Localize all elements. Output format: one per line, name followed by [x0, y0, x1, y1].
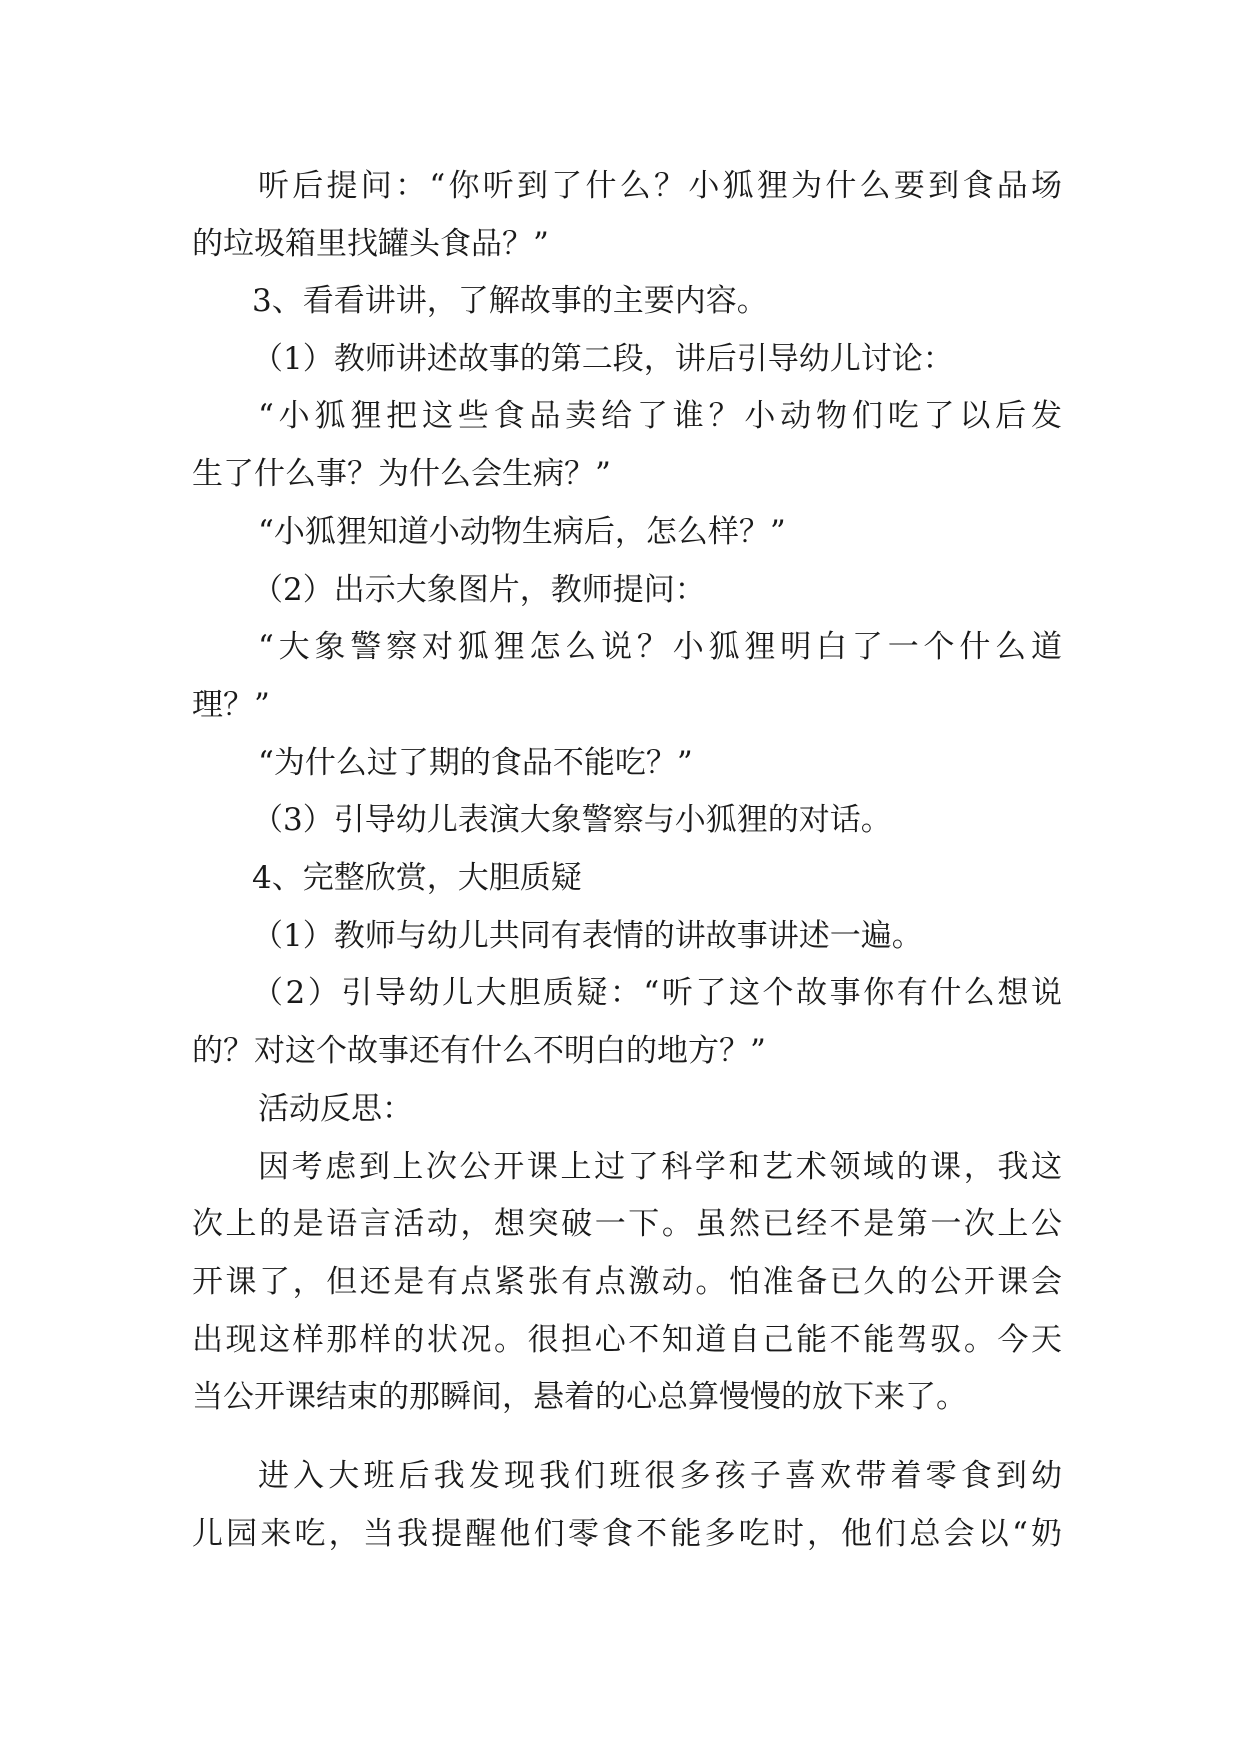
paragraph-line: “小狐狸把这些食品卖给了谁？小动物们吃了以后发: [258, 398, 1062, 434]
paragraph-line: 儿园来吃，当我提醒他们零食不能多吃时，他们总会以“奶: [192, 1516, 1062, 1552]
paragraph-line: （1）教师与幼儿共同有表情的讲故事讲述一遍。: [252, 918, 923, 954]
paragraph-line: 听后提问：“你听到了什么？小狐狸为什么要到食品场: [258, 168, 1062, 204]
paragraph-line: （3）引导幼儿表演大象警察与小狐狸的对话。: [252, 802, 892, 838]
paragraph-line: “大象警察对狐狸怎么说？小狐狸明白了一个什么道: [258, 629, 1062, 665]
paragraph-line: 的垃圾箱里找罐头食品？”: [192, 226, 549, 262]
paragraph-line: 当公开课结束的那瞬间，悬着的心总算慢慢的放下来了。: [192, 1379, 967, 1415]
paragraph-line: 因考虑到上次公开课上过了科学和艺术领域的课，我这: [258, 1149, 1062, 1185]
paragraph-line: （1）教师讲述故事的第二段，讲后引导幼儿讨论：: [252, 341, 954, 377]
paragraph-line: 生了什么事？为什么会生病？”: [192, 456, 611, 492]
paragraph-line: 理？”: [192, 687, 270, 723]
section-heading: 4、完整欣赏，大胆质疑: [252, 860, 582, 896]
paragraph-line: “小狐狸知道小动物生病后，怎么样？”: [258, 514, 786, 550]
paragraph-line: （2）引导幼儿大胆质疑：“听了这个故事你有什么想说: [252, 975, 1062, 1011]
paragraph-line: （2）出示大象图片，教师提问：: [252, 572, 706, 608]
paragraph-line: 次上的是语言活动，想突破一下。虽然已经不是第一次上公: [192, 1206, 1062, 1242]
paragraph-line: 出现这样那样的状况。很担心不知道自己能不能驾驭。今天: [192, 1322, 1062, 1358]
paragraph-line: 开课了，但还是有点紧张有点激动。怕准备已久的公开课会: [192, 1264, 1062, 1300]
section-heading: 3、看看讲讲，了解故事的主要内容。: [252, 283, 768, 319]
paragraph-line: 进入大班后我发现我们班很多孩子喜欢带着零食到幼: [258, 1458, 1062, 1494]
paragraph-line: “为什么过了期的食品不能吃？”: [258, 745, 693, 781]
section-heading: 活动反思：: [258, 1091, 413, 1127]
paragraph-line: 的？对这个故事还有什么不明白的地方？”: [192, 1033, 766, 1069]
